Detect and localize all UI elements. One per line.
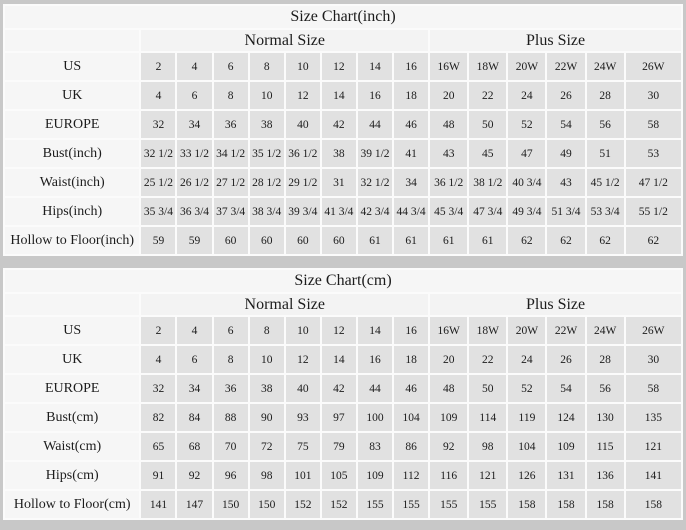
- size-cell: 26 1/2: [177, 169, 211, 196]
- size-cell: 44: [358, 375, 392, 402]
- size-cell: 48: [430, 111, 467, 138]
- size-cell: 52: [508, 111, 545, 138]
- size-cell: 104: [394, 404, 428, 431]
- size-cell: 54: [547, 111, 584, 138]
- table-title-row: [5, 6, 681, 28]
- size-cell: 83: [358, 433, 392, 460]
- size-cell: 39 3/4: [286, 198, 320, 225]
- size-cell: 141: [141, 491, 175, 518]
- size-cell: 101: [286, 462, 320, 489]
- row-label: Hollow to Floor(cm): [5, 491, 139, 518]
- row-label: EUROPE: [5, 111, 139, 138]
- size-table-body: [5, 53, 681, 254]
- size-cell: 98: [469, 433, 506, 460]
- size-cell: 38 3/4: [250, 198, 284, 225]
- size-cell: 36 1/2: [286, 140, 320, 167]
- size-cell: 79: [322, 433, 356, 460]
- size-cell: 37 3/4: [214, 198, 248, 225]
- size-cell: 150: [214, 491, 248, 518]
- row-label: EUROPE: [5, 375, 139, 402]
- size-cell: 24: [508, 346, 545, 373]
- size-cell: 32 1/2: [141, 140, 175, 167]
- size-cell: 32 1/2: [358, 169, 392, 196]
- size-cell: 22: [469, 346, 506, 373]
- size-cell: 20: [430, 82, 467, 109]
- size-cell: 31: [322, 169, 356, 196]
- size-cell: 96: [214, 462, 248, 489]
- row-label: Bust(inch): [5, 140, 139, 167]
- size-cell: 26W: [626, 317, 681, 344]
- size-cell: 28: [587, 82, 624, 109]
- size-cell: 16W: [430, 317, 467, 344]
- size-chart-cm-table: [3, 268, 683, 520]
- size-cell: 6: [214, 53, 248, 80]
- size-cell: 29 1/2: [286, 169, 320, 196]
- size-cell: 44: [358, 111, 392, 138]
- size-cell: 34: [394, 169, 428, 196]
- size-cell: 32: [141, 375, 175, 402]
- size-cell: 135: [626, 404, 681, 431]
- size-cell: 38: [322, 140, 356, 167]
- size-cell: 147: [177, 491, 211, 518]
- size-cell: 86: [394, 433, 428, 460]
- size-cell: 36 1/2: [430, 169, 467, 196]
- size-cell: 45 1/2: [587, 169, 624, 196]
- size-cell: 158: [547, 491, 584, 518]
- size-cell: 4: [177, 53, 211, 80]
- size-cell: 119: [508, 404, 545, 431]
- chart-title: Size Chart(inch): [5, 6, 681, 28]
- size-cell: 126: [508, 462, 545, 489]
- table-row: [5, 169, 681, 196]
- size-cell: 90: [250, 404, 284, 431]
- size-cell: 48: [430, 375, 467, 402]
- size-cell: 10: [286, 317, 320, 344]
- size-cell: 61: [394, 227, 428, 254]
- size-cell: 22W: [547, 53, 584, 80]
- row-label: Bust(cm): [5, 404, 139, 431]
- size-cell: 61: [469, 227, 506, 254]
- size-cell: 155: [469, 491, 506, 518]
- size-cell: 43: [430, 140, 467, 167]
- size-cell: 49 3/4: [508, 198, 545, 225]
- table-row: [5, 462, 681, 489]
- size-cell: 8: [250, 317, 284, 344]
- size-cell: 60: [286, 227, 320, 254]
- size-cell: 62: [587, 227, 624, 254]
- table-row: [5, 227, 681, 254]
- size-cell: 158: [626, 491, 681, 518]
- size-cell: 20W: [508, 317, 545, 344]
- size-cell: 8: [214, 346, 248, 373]
- size-cell: 141: [626, 462, 681, 489]
- size-cell: 152: [322, 491, 356, 518]
- size-cell: 10: [250, 82, 284, 109]
- table-row: [5, 198, 681, 225]
- row-label: US: [5, 317, 139, 344]
- size-cell: 34: [177, 111, 211, 138]
- size-cell: 98: [250, 462, 284, 489]
- size-cell: 50: [469, 111, 506, 138]
- size-cell: 130: [587, 404, 624, 431]
- size-cell: 56: [587, 375, 624, 402]
- size-cell: 158: [508, 491, 545, 518]
- size-cell: 14: [358, 53, 392, 80]
- size-cell: 45: [469, 140, 506, 167]
- size-cell: 10: [286, 53, 320, 80]
- size-cell: 92: [177, 462, 211, 489]
- size-cell: 43: [547, 169, 584, 196]
- size-cell: 41: [394, 140, 428, 167]
- size-cell: 18: [394, 82, 428, 109]
- size-cell: 8: [250, 53, 284, 80]
- row-label: UK: [5, 82, 139, 109]
- size-cell: 26: [547, 346, 584, 373]
- size-cell: 24: [508, 82, 545, 109]
- size-cell: 121: [469, 462, 506, 489]
- size-cell: 112: [394, 462, 428, 489]
- size-cell: 114: [469, 404, 506, 431]
- size-cell: 52: [508, 375, 545, 402]
- size-cell: 62: [508, 227, 545, 254]
- size-cell: 42: [322, 111, 356, 138]
- size-cell: 36 3/4: [177, 198, 211, 225]
- size-cell: 38: [250, 375, 284, 402]
- size-cell: 58: [626, 375, 681, 402]
- size-cell: 158: [587, 491, 624, 518]
- size-cell: 24W: [587, 53, 624, 80]
- size-cell: 16W: [430, 53, 467, 80]
- size-cell: 4: [141, 346, 175, 373]
- size-cell: 14: [358, 317, 392, 344]
- size-cell: 136: [587, 462, 624, 489]
- size-cell: 20: [430, 346, 467, 373]
- size-cell: 40: [286, 111, 320, 138]
- size-cell: 14: [322, 346, 356, 373]
- size-cell: 33 1/2: [177, 140, 211, 167]
- size-cell: 50: [469, 375, 506, 402]
- size-cell: 4: [177, 317, 211, 344]
- size-cell: 131: [547, 462, 584, 489]
- plus-size-header: Plus Size: [430, 294, 681, 315]
- size-cell: 88: [214, 404, 248, 431]
- size-cell: 34 1/2: [214, 140, 248, 167]
- size-cell: 6: [177, 82, 211, 109]
- size-cell: 10: [250, 346, 284, 373]
- table-row: [5, 140, 681, 167]
- size-cell: 84: [177, 404, 211, 431]
- size-cell: 116: [430, 462, 467, 489]
- size-cell: 18W: [469, 317, 506, 344]
- size-cell: 41 3/4: [322, 198, 356, 225]
- size-cell: 6: [214, 317, 248, 344]
- size-cell: 35 1/2: [250, 140, 284, 167]
- size-cell: 18: [394, 346, 428, 373]
- size-cell: 28 1/2: [250, 169, 284, 196]
- size-chart-inch-table: [3, 4, 683, 256]
- size-cell: 61: [358, 227, 392, 254]
- size-cell: 40: [286, 375, 320, 402]
- size-cell: 16: [358, 82, 392, 109]
- size-cell: 152: [286, 491, 320, 518]
- size-cell: 104: [508, 433, 545, 460]
- size-cell: 12: [322, 53, 356, 80]
- size-cell: 46: [394, 111, 428, 138]
- size-cell: 42: [322, 375, 356, 402]
- size-cell: 22: [469, 82, 506, 109]
- size-cell: 56: [587, 111, 624, 138]
- normal-size-header: Normal Size: [141, 30, 428, 51]
- size-cell: 6: [177, 346, 211, 373]
- column-group-row: [5, 30, 681, 51]
- size-cell: 105: [322, 462, 356, 489]
- size-cell: 49: [547, 140, 584, 167]
- size-cell: 47 3/4: [469, 198, 506, 225]
- size-cell: 4: [141, 82, 175, 109]
- size-cell: 55 1/2: [626, 198, 681, 225]
- size-cell: 70: [214, 433, 248, 460]
- size-cell: 92: [430, 433, 467, 460]
- size-cell: 124: [547, 404, 584, 431]
- row-label: Hips(inch): [5, 198, 139, 225]
- row-label: Waist(inch): [5, 169, 139, 196]
- size-cell: 8: [214, 82, 248, 109]
- size-cell: 30: [626, 82, 681, 109]
- size-cell: 155: [430, 491, 467, 518]
- size-cell: 26W: [626, 53, 681, 80]
- size-cell: 26: [547, 82, 584, 109]
- size-cell: 14: [322, 82, 356, 109]
- size-cell: 121: [626, 433, 681, 460]
- table-row: [5, 404, 681, 431]
- size-cell: 54: [547, 375, 584, 402]
- size-cell: 60: [322, 227, 356, 254]
- size-cell: 12: [286, 82, 320, 109]
- size-cell: 20W: [508, 53, 545, 80]
- size-cell: 46: [394, 375, 428, 402]
- size-cell: 12: [286, 346, 320, 373]
- plus-size-header: Plus Size: [430, 30, 681, 51]
- size-cell: 155: [358, 491, 392, 518]
- size-cell: 93: [286, 404, 320, 431]
- table-row: [5, 346, 681, 373]
- table-row: [5, 53, 681, 80]
- size-cell: 27 1/2: [214, 169, 248, 196]
- size-cell: 36: [214, 375, 248, 402]
- size-cell: 62: [626, 227, 681, 254]
- size-cell: 97: [322, 404, 356, 431]
- size-cell: 100: [358, 404, 392, 431]
- row-label: US: [5, 53, 139, 80]
- size-cell: 75: [286, 433, 320, 460]
- size-cell: 38: [250, 111, 284, 138]
- size-cell: 61: [430, 227, 467, 254]
- size-cell: 82: [141, 404, 175, 431]
- size-cell: 155: [394, 491, 428, 518]
- table-title-row: [5, 270, 681, 292]
- chart-title: Size Chart(cm): [5, 270, 681, 292]
- size-cell: 60: [214, 227, 248, 254]
- size-cell: 91: [141, 462, 175, 489]
- size-cell: 36: [214, 111, 248, 138]
- size-cell: 60: [250, 227, 284, 254]
- size-cell: 109: [358, 462, 392, 489]
- size-cell: 40 3/4: [508, 169, 545, 196]
- size-cell: 42 3/4: [358, 198, 392, 225]
- row-label: Hollow to Floor(inch): [5, 227, 139, 254]
- row-label: UK: [5, 346, 139, 373]
- table-row: [5, 375, 681, 402]
- size-cell: 24W: [587, 317, 624, 344]
- size-cell: 59: [141, 227, 175, 254]
- table-row: [5, 82, 681, 109]
- row-label: Waist(cm): [5, 433, 139, 460]
- size-cell: 51 3/4: [547, 198, 584, 225]
- table-row: [5, 317, 681, 344]
- size-cell: 32: [141, 111, 175, 138]
- size-cell: 16: [394, 53, 428, 80]
- size-cell: 16: [394, 317, 428, 344]
- size-table-body: [5, 317, 681, 518]
- size-cell: 39 1/2: [358, 140, 392, 167]
- size-cell: 2: [141, 53, 175, 80]
- corner-cell: [5, 30, 139, 51]
- size-cell: 62: [547, 227, 584, 254]
- size-cell: 34: [177, 375, 211, 402]
- size-cell: 72: [250, 433, 284, 460]
- normal-size-header: Normal Size: [141, 294, 428, 315]
- size-cell: 109: [547, 433, 584, 460]
- size-cell: 45 3/4: [430, 198, 467, 225]
- size-cell: 44 3/4: [394, 198, 428, 225]
- size-cell: 58: [626, 111, 681, 138]
- size-cell: 65: [141, 433, 175, 460]
- column-group-row: [5, 294, 681, 315]
- size-cell: 25 1/2: [141, 169, 175, 196]
- size-cell: 12: [322, 317, 356, 344]
- size-cell: 150: [250, 491, 284, 518]
- size-cell: 109: [430, 404, 467, 431]
- size-cell: 53 3/4: [587, 198, 624, 225]
- size-cell: 47 1/2: [626, 169, 681, 196]
- size-cell: 115: [587, 433, 624, 460]
- row-label: Hips(cm): [5, 462, 139, 489]
- size-cell: 51: [587, 140, 624, 167]
- size-chart-page: [0, 4, 686, 530]
- size-cell: 18W: [469, 53, 506, 80]
- corner-cell: [5, 294, 139, 315]
- size-cell: 2: [141, 317, 175, 344]
- size-cell: 22W: [547, 317, 584, 344]
- size-cell: 53: [626, 140, 681, 167]
- size-cell: 68: [177, 433, 211, 460]
- size-cell: 35 3/4: [141, 198, 175, 225]
- size-cell: 38 1/2: [469, 169, 506, 196]
- table-row: [5, 433, 681, 460]
- size-cell: 28: [587, 346, 624, 373]
- size-cell: 59: [177, 227, 211, 254]
- size-cell: 47: [508, 140, 545, 167]
- table-row: [5, 111, 681, 138]
- size-cell: 30: [626, 346, 681, 373]
- size-cell: 16: [358, 346, 392, 373]
- table-row: [5, 491, 681, 518]
